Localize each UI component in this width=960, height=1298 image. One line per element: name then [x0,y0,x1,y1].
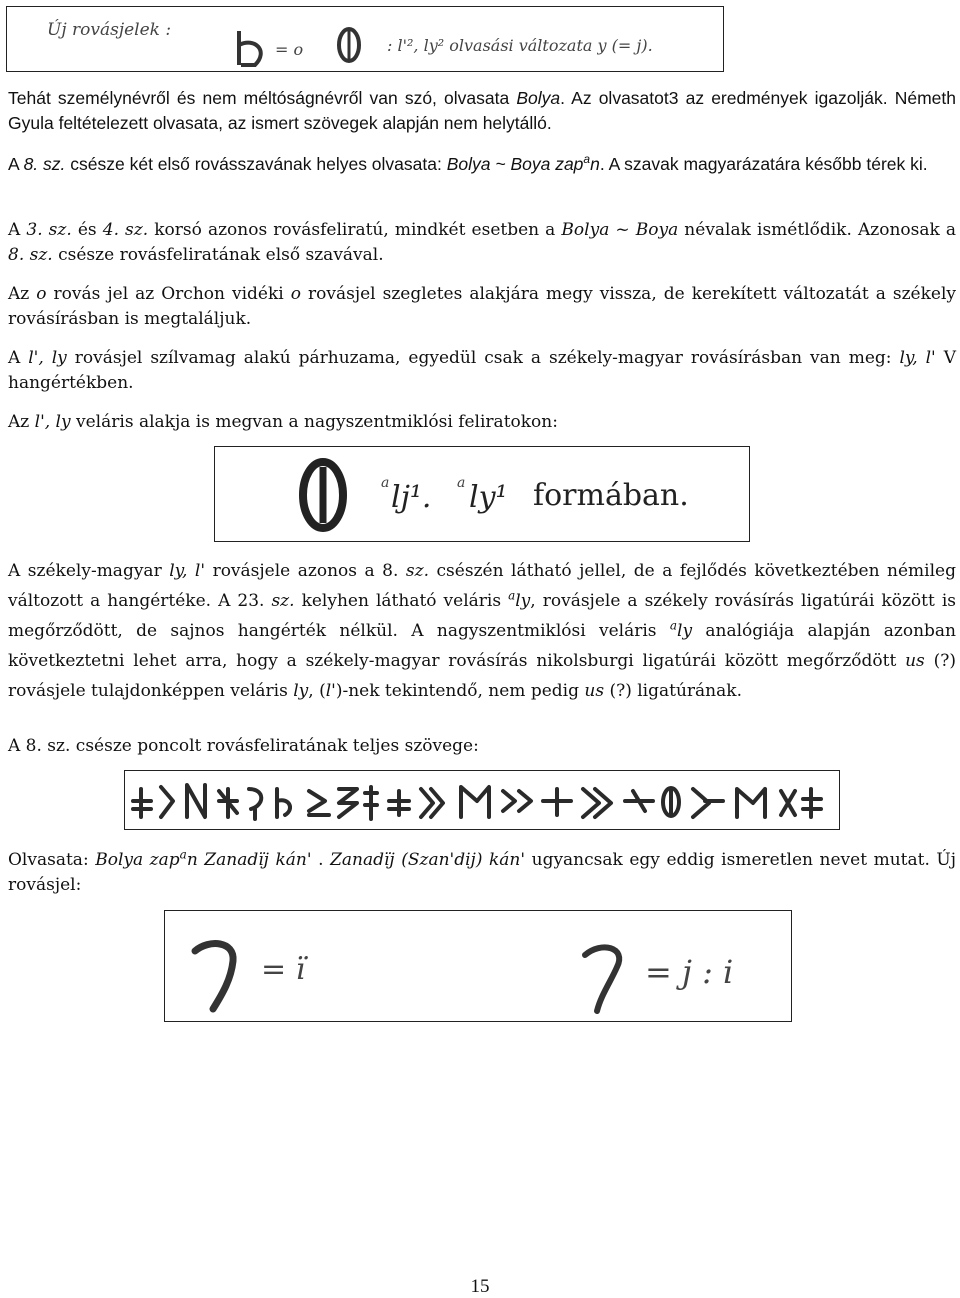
rune [693,789,723,817]
text: kelyhen látható veláris [294,591,509,611]
paragraph-5 [8,346,956,396]
text: csészén látható jellel, de a fejlődés következtében némileg változott a hangértéke. A 23. [8,561,956,611]
text: A [8,220,27,240]
figure2-t2: ly¹ [469,480,508,515]
superscript: a [508,588,516,603]
rune [421,789,443,817]
text: ' ugyancsak egy eddig ismeretlen nevet mutat. Új rovásjel: [8,850,956,895]
text-italic: ly, l' [899,348,936,368]
rune-glyph [239,31,261,65]
rune [461,787,489,817]
text: V hangértékben. [8,348,956,393]
text: rovás jel az Orchon vidéki [46,284,291,304]
text: )-nek tekintendő, nem pedig [335,681,585,701]
text: korsó azonos rovásfeliratú, mindkét esetben a [148,220,562,240]
text: csésze két első rovásszavának helyes olvasata: [65,154,447,174]
text: A székely-magyar [8,561,170,581]
text: rovásjel szílvamag alakú párhuzama, egyedül csak a székely-magyar rovásírásban van meg: [66,348,900,368]
text-italic: ly [515,591,531,611]
rune [781,791,795,815]
text: Az [8,284,37,304]
rune [161,787,173,817]
figure-new-runes-1 [6,6,724,72]
rune [389,791,409,815]
figure-new-runes-2 [164,910,792,1022]
text: A [8,348,29,368]
text-italic: Zanadïj (Szan'dij) kán [330,850,521,870]
text: rovásjele azonos a 8. [205,561,406,581]
text-italic: l', ly [34,412,71,432]
rune [309,791,329,815]
text: és [71,220,103,240]
text-italic: l', ly [28,348,67,368]
text: Tehát személynévről és nem méltóságnévről van szó, olvasata [8,88,517,108]
rune [219,789,237,817]
text-italic: us [584,681,605,701]
text-italic: Bolya ~ Boya zap [446,154,584,174]
text: (?) rovásjele tulajdonképpen veláris [8,651,956,701]
text-italic: l' [325,681,336,701]
paragraph-4 [8,282,956,332]
text-italic: 8. sz. [8,245,53,265]
text: (?) ligatúrának. [604,681,742,701]
figure1-eq1: = o [275,40,304,59]
text: Az [8,412,35,432]
text: csésze rovásfeliratának első szavával. [52,245,384,265]
rune [543,789,571,815]
paragraph-1 [8,86,956,136]
text-italic: 3. sz. [26,220,72,240]
figure1-heading: Új rovásjelek : [47,20,172,40]
text-italic: us [905,651,925,671]
rune-glyph [195,944,233,1009]
text-italic: n Zanadïj kán' [186,850,312,870]
paragraph-7 [8,556,956,706]
rune [187,785,205,817]
rune [339,789,357,817]
text-italic: ly [293,681,309,701]
figure4-eq2: = j : i [645,953,734,991]
text: , ( [308,681,326,701]
figure2-sup2: a [457,475,466,491]
text: névalak ismétlődik. Azonosak a [678,220,957,240]
superscript: a [583,152,591,167]
text: A 8. sz. csésze poncolt rovásfeliratának teljes szövege: [8,736,479,756]
figure-rune-inscription [124,770,840,830]
figure2-t3: formában. [533,478,689,513]
rune [737,789,765,817]
text: analógiája alapján azonban következtetni lehet arra, hogy a székely-magyar rovásírás nikolsburgi ligatúrái között megőrződött [8,621,956,671]
paragraph-9 [8,848,956,898]
figure-new-runes-2-drawing [165,911,791,1021]
text: rovásjel szegletes alakjára megy vissza, de kerekített változatát a székely rovásírásban is megtaláljuk. [8,284,957,329]
text: . A szavak magyarázatára később térek ki. [599,154,928,174]
text: . Az olvasatot3 az eredmények igazolják. Németh Gyula feltételezett olvasata, az ismert szövegek alapján nem helytálló. [8,88,956,133]
rune [249,789,261,819]
text-italic: sz. [271,591,295,611]
text: , rovásjele a székely rovásírás ligatúrái között is megőrződött, de sajnos hangérték nélkül. A nagyszentmiklósi veláris [8,591,956,641]
superscript: a [179,847,187,862]
text: veláris alakja is megvan a nagyszentmiklósi feliratokon: [70,412,558,432]
text-italic: 4. sz. [102,220,149,240]
figure2-sup1: a [381,475,390,491]
text-italic: o [36,284,47,304]
text-italic: Bolya [516,88,561,108]
rune [365,787,377,819]
rune [803,789,821,817]
text: A [8,154,24,174]
text: . [311,850,331,870]
text-italic: 8. sz. [23,154,66,174]
text-italic: o [290,284,301,304]
rune-glyph [585,947,619,1011]
rune [625,791,653,811]
text-italic: Bolya zap [95,850,180,870]
rune-sequence [133,785,821,819]
figure-velar-ly-drawing [215,447,749,541]
text: Olvasata: [8,850,96,870]
figure2-t1: lj¹. [391,480,432,515]
paragraph-6 [8,410,956,435]
paragraph-8 [8,734,956,759]
text-italic: sz. [405,561,430,581]
paragraph-3 [8,218,956,268]
page-number: 15 [470,1276,490,1297]
rune [583,789,611,817]
text-italic: n [590,154,600,174]
text-italic: ly, l' [169,561,206,581]
paragraph-2 [8,152,956,177]
rune [133,789,151,817]
superscript: a [669,618,678,633]
rune [277,789,290,817]
text-italic: ly [677,621,693,641]
text-italic: Bolya ~ Boya [561,220,679,240]
figure4-eq1: = ï [261,952,306,987]
rune [503,791,531,811]
figure-new-runes-1-drawing [7,7,723,71]
rune-inscription-drawing [125,771,839,829]
figure-velar-ly [214,446,750,542]
figure1-eq2: : l'², ly² olvasási változata y (= j). [387,36,653,55]
